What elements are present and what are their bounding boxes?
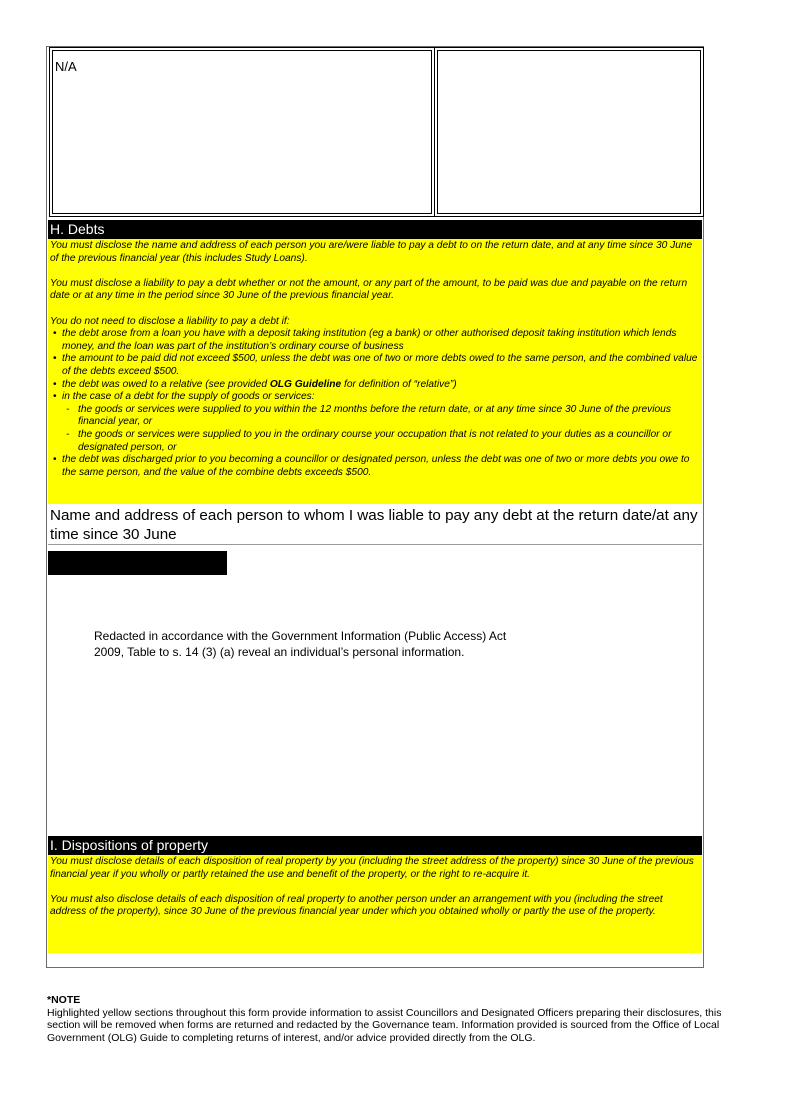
info-paragraph: You must disclose details of each disposition of real property by you (including the street address of the property) since 30 June of the previous financial year if you wholly or partly retained the use and benefit of the property, or the right to re-acquire it. [50, 856, 694, 880]
redaction-note: Redacted in accordance with the Government Information (Public Access) Act 2009, Table to s. 14 (3) (a) reveal an individual’s personal information. [94, 629, 507, 659]
info-paragraph: You must also disclose details of each disposition of real property to another person under an arrangement with you (including the street address of the property), since 30 June of the previous financial year under which you obtained wholly or partly the use of the property. [50, 893, 663, 918]
prev-section-cell-left [52, 50, 432, 214]
section-i-title: I. Dispositions of property [48, 836, 702, 855]
footer-note [47, 994, 737, 1044]
debt-field-label: Name and address of each person to whom I was liable to pay any debt at the return date/at any time since 30 June [48, 505, 702, 545]
info-paragraph: You do not need to disclose a liability to pay a debt if: [50, 315, 290, 327]
section-i-info [48, 855, 702, 953]
section-h-info [48, 239, 702, 504]
info-bullet: • the debt was discharged prior to you becoming a councillor or designated person, unless the debt was one of two or more debts you owe to the same person, and the value of the combine debts exceeds $500. [50, 454, 700, 479]
info-bullet [50, 379, 700, 392]
redaction-box [48, 551, 227, 575]
bullet-text: for definition of “relative”) [341, 378, 457, 390]
note-title: *NOTE [47, 994, 81, 1006]
bullet-text: the debt was owed to a relative (see provided [62, 378, 270, 390]
olg-guideline-ref: OLG Guideline [269, 378, 342, 390]
info-subitem: - the goods or services were supplied to you within the 12 months before the return date, or at any time since 30 June of the previous financial year, or [50, 404, 700, 429]
info-bullet: • the debt arose from a loan you have with a deposit taking institution (eg a bank) or other authorised deposit taking institution which lends money, and the loan was part of the institution’s ordinary course of business [50, 328, 700, 353]
info-paragraph: You must disclose a liability to pay a debt whether or not the amount, or any part of the amount, to be paid was due and payable on the return date or at any time in the period since 30 June of the previous financial year. [50, 277, 688, 302]
prev-section-cell-right [437, 50, 701, 214]
cell-value: N/A [55, 59, 77, 74]
info-subitem: - the goods or services were supplied to you in the ordinary course your occupation that is not related to your duties as a councillor or designated person, or [50, 429, 700, 454]
note-body: Highlighted yellow sections throughout this form provide information to assist Councillors and Designated Officers preparing their disclosures, this section will be removed when forms are returned and redacted by the Governance team. Information provided is sourced from the Office of Local Government (OLG) Guide to completing returns of interest, and/or advice provided directly from the OLG. [47, 1006, 722, 1044]
info-paragraph: You must disclose the name and address of each person you are/were liable to pay a debt to on the return date, and at any time since 30 June of the previous financial year (this includes Study Loans). [50, 240, 693, 264]
section-h-title: H. Debts [48, 220, 702, 239]
info-bullet: • the amount to be paid did not exceed $500, unless the debt was one of two or more debts owed to the same person, and the combined value of the debts exceed $500. [50, 353, 700, 378]
info-bullet: • in the case of a debt for the supply of goods or services: [50, 391, 700, 404]
